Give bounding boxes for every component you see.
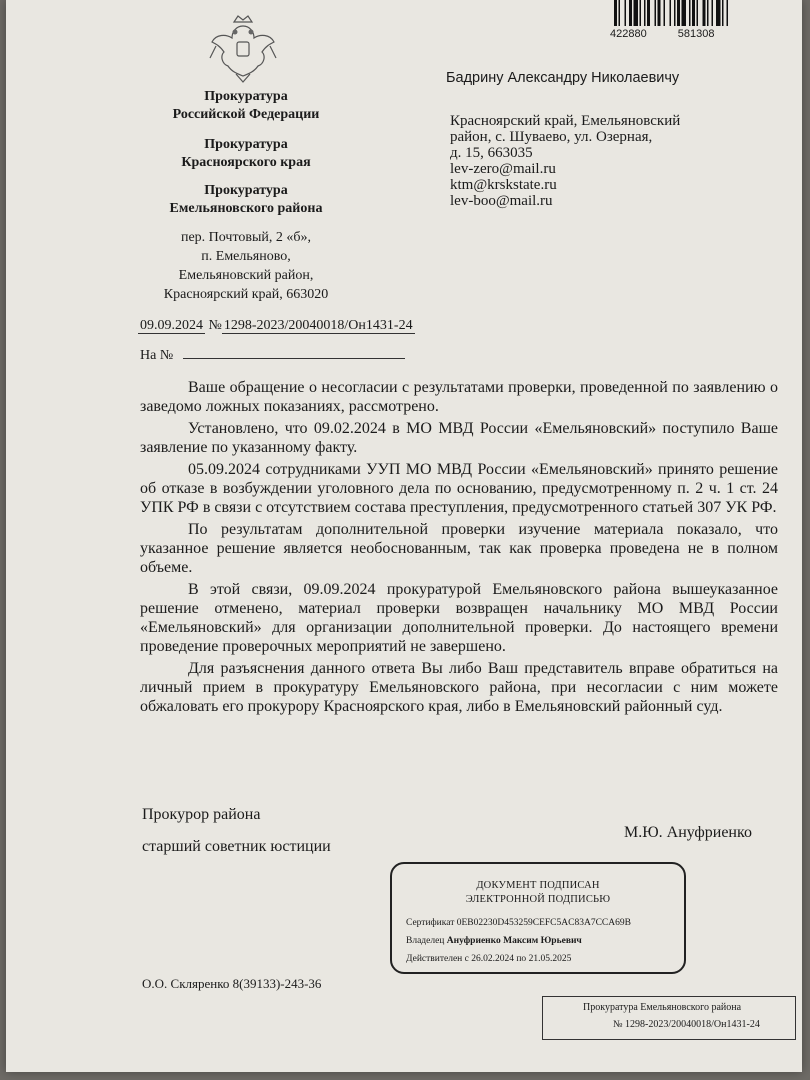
barcode-bar bbox=[634, 0, 639, 26]
org-block-federation bbox=[156, 88, 336, 124]
valid-to: 21.05.2025 bbox=[528, 954, 572, 964]
barcode-bar bbox=[625, 0, 627, 26]
org-line: Прокуратура bbox=[204, 89, 288, 104]
recipient-name: Бадрину Александру Николаевичу bbox=[446, 70, 680, 86]
barcode-bar bbox=[677, 0, 680, 26]
reg-stamp-number: № 1298-2023/20040018/Он1431-24 bbox=[613, 1019, 760, 1030]
barcode-bar bbox=[674, 0, 676, 26]
barcode-bar bbox=[727, 0, 729, 26]
stamp-certificate bbox=[406, 918, 631, 928]
body-paragraph: В этой связи, 09.09.2024 прокуратурой Емельяновского района вышеуказанное решение отменено, материал проверки возвращен начальнику МО МВД России «Емельяновский» для организации дополнительной проверки. До настоящего времени проведение проверочных мероприятий не завершено. bbox=[140, 581, 778, 655]
body-paragraph: Ваше обращение о несогласии с результатами проверки, проведенной по заявлению о заведомо ложных показаниях, рассмотрено. bbox=[140, 379, 778, 415]
barcode-bar bbox=[670, 0, 672, 26]
reference-blank bbox=[183, 346, 405, 359]
stamp-heading: ДОКУМЕНТ ПОДПИСАН bbox=[476, 880, 600, 891]
barcode-bar bbox=[697, 0, 699, 26]
barcode-bar bbox=[658, 0, 661, 26]
barcode-numbers bbox=[610, 28, 780, 40]
barcode-bar bbox=[716, 0, 721, 26]
barcode-bar bbox=[712, 0, 714, 26]
executor-contact: О.О. Скляренко 8(39133)-243-36 bbox=[142, 976, 322, 991]
signer-position: Прокурор района bbox=[142, 806, 261, 823]
recipient-email: lev-zero@mail.ru bbox=[450, 161, 556, 177]
barcode-bar bbox=[692, 0, 695, 26]
org-block-krai bbox=[156, 136, 336, 172]
barcode-bar bbox=[647, 0, 650, 26]
address-line: Емельяновский район, bbox=[178, 268, 314, 283]
body-paragraph: Для разъяснения данного ответа Вы либо Ваш представитель вправе обратиться на личный прием в прокуратуру Емельяновского района, при несогласии с ним можете обжаловать его прокурору Красноярского края, либо в Емельяновский районный суд. bbox=[140, 660, 778, 715]
document-page bbox=[6, 0, 802, 1072]
valid-to-label: по bbox=[516, 954, 527, 964]
barcode-bar bbox=[629, 0, 632, 26]
barcode-bar bbox=[614, 0, 617, 26]
registration-line bbox=[138, 318, 415, 334]
barcode-bar bbox=[689, 0, 691, 26]
cert-label: Сертификат bbox=[406, 918, 455, 928]
org-line: Емельяновского района bbox=[169, 201, 323, 216]
russian-coat-of-arms-icon bbox=[206, 12, 280, 86]
electronic-signature-stamp bbox=[390, 862, 686, 974]
number-sign: № bbox=[208, 318, 222, 333]
reference-label: На № bbox=[140, 348, 174, 363]
recipient-email: ktm@krskstate.ru bbox=[450, 177, 557, 193]
recipient-address-line: Красноярский край, Емельяновский bbox=[450, 113, 681, 129]
stamp-owner bbox=[406, 936, 582, 946]
recipient-address-line: д. 15, 663035 bbox=[450, 145, 533, 161]
reg-stamp-org: Прокуратура Емельяновского района bbox=[583, 1002, 742, 1013]
owner-label: Владелец bbox=[406, 936, 445, 946]
stamp-heading: ЭЛЕКТРОННОЙ ПОДПИСЬЮ bbox=[465, 894, 611, 905]
signer-name: М.Ю. Ануфриенко bbox=[624, 824, 752, 841]
body-paragraph: 05.09.2024 сотрудниками УУП МО МВД России «Емельяновский» принято решение об отказе в возбуждении уголовного дела по основанию, предусмотренному п. 2 ч. 1 ст. 24 УПК РФ в связи с отсутствием состава преступления, предусмотренного статьей 307 УК РФ. bbox=[140, 461, 778, 516]
barcode-bar bbox=[722, 0, 724, 26]
barcode-bar bbox=[655, 0, 657, 26]
sender-address bbox=[136, 228, 356, 304]
valid-from: 26.02.2024 bbox=[471, 954, 514, 964]
signer-rank: старший советник юстиции bbox=[142, 838, 331, 855]
barcode-bar bbox=[619, 0, 621, 26]
recipient-address bbox=[450, 113, 750, 209]
valid-label: Действителен с bbox=[406, 954, 469, 964]
recipient-address-line: район, с. Шуваево, ул. Озерная, bbox=[450, 129, 653, 145]
address-line: п. Емельяново, bbox=[201, 249, 291, 264]
owner-value: Ануфриенко Максим Юрьевич bbox=[446, 936, 582, 946]
barcode-number-left: 422880 bbox=[610, 28, 647, 40]
barcode-bar bbox=[682, 0, 687, 26]
document-number: 1298-2023/20040018/Он1431-24 bbox=[223, 318, 413, 333]
barcode-number-right: 581308 bbox=[677, 28, 715, 40]
barcode-bar bbox=[707, 0, 709, 26]
cert-value: 0EB02230D453259CEFC5AC83A7CCA69B bbox=[456, 918, 631, 928]
stamp-validity bbox=[406, 954, 571, 964]
address-line: пер. Почтовый, 2 «б», bbox=[180, 230, 312, 245]
body-paragraph: По результатам дополнительной проверки изучение материала показало, что указанное решение является необоснованным, так как проверка проведена не в полном объеме. bbox=[140, 521, 778, 576]
barcode-bar bbox=[703, 0, 706, 26]
org-line: Российской Федерации bbox=[172, 107, 320, 122]
org-block-raion bbox=[156, 182, 336, 218]
org-line: Красноярского края bbox=[181, 155, 311, 170]
letter-body bbox=[140, 378, 778, 719]
barcode-bar bbox=[644, 0, 646, 26]
recipient-email: lev-boo@mail.ru bbox=[450, 193, 553, 209]
address-line: Красноярский край, 663020 bbox=[163, 287, 329, 302]
reference-number-field bbox=[140, 346, 405, 364]
document-date: 09.09.2024 bbox=[140, 318, 203, 333]
body-paragraph: Установлено, что 09.02.2024 в МО МВД России «Емельяновский» поступило Ваше заявление по указанному факту. bbox=[140, 420, 778, 456]
org-line: Прокуратура bbox=[204, 183, 288, 198]
barcode-bar bbox=[640, 0, 642, 26]
org-line: Прокуратура bbox=[204, 137, 288, 152]
barcode-bar bbox=[664, 0, 666, 26]
registration-stamp bbox=[542, 996, 796, 1040]
